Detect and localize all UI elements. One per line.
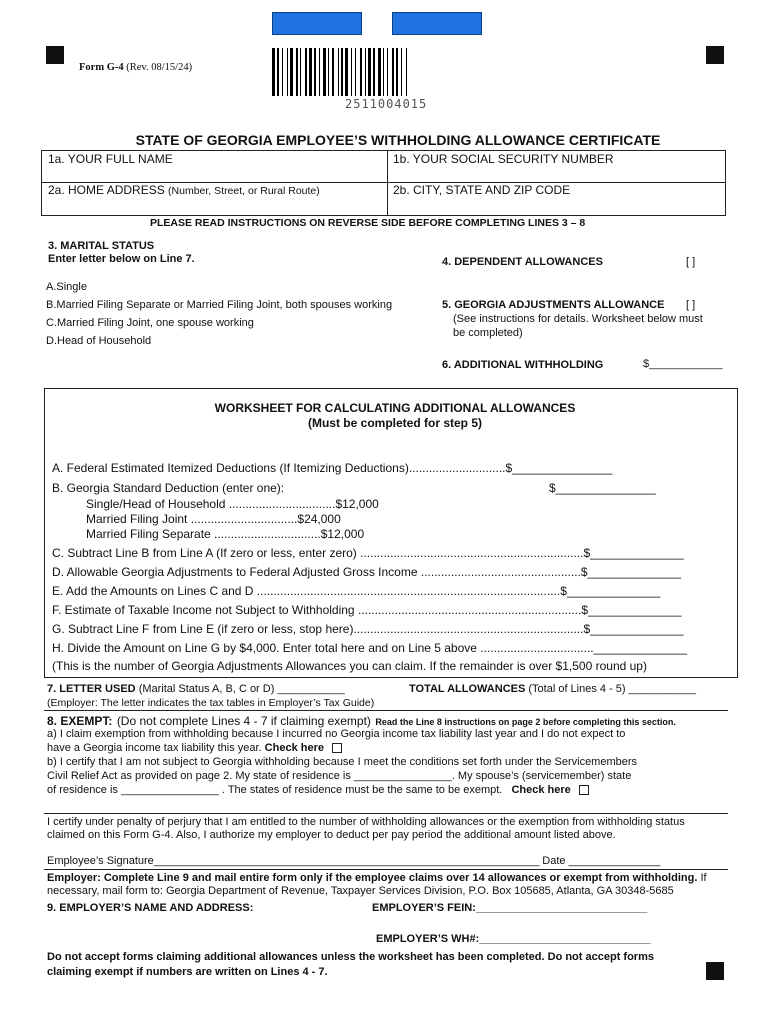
form-revision: (Rev. 08/15/24) — [126, 62, 193, 73]
marital-option-c: C.Married Filing Joint, one spouse working — [46, 317, 254, 329]
marital-options — [46, 278, 392, 350]
worksheet-line-b: B. Georgia Standard Deduction (enter one): — [52, 481, 285, 495]
worksheet-line-e[interactable]: E. Add the Amounts on Lines C and D ...........................................................................................$______________ — [52, 584, 661, 598]
exempt-a-line-1: a) I claim exemption from withholding because I incurred no Georgia income tax liability last year and I do not expect to — [47, 728, 626, 740]
home-address-hint: (Number, Street, or Rural Route) — [168, 185, 320, 197]
worksheet-line-b-input[interactable]: $_______________ — [549, 481, 656, 495]
barcode-bar — [341, 48, 343, 96]
worksheet-line-h-note: (This is the number of Georgia Adjustments Allowances you can claim. If the remainder is over $1,500 round up) — [52, 659, 647, 673]
letter-used-note: (Employer: The letter indicates the tax tables in Employer’s Tax Guide) — [47, 697, 375, 709]
final-warning-1: Do not accept forms claiming additional allowances unless the worksheet has been completed. Do not accept forms — [47, 951, 654, 963]
barcode-bar — [319, 48, 320, 96]
exempt-small-note: Read the Line 8 instructions on page 2 before completing this section. — [375, 717, 676, 727]
additional-withholding-label: 6. ADDITIONAL WITHHOLDING — [442, 359, 604, 371]
worksheet-title: WORKSHEET FOR CALCULATING ADDITIONAL ALLOWANCES — [214, 401, 576, 415]
letter-used-hint: (Marital Status A, B, C or D) ___________ — [138, 683, 345, 695]
additional-withholding-input[interactable]: $____________ — [643, 358, 723, 370]
home-address-label: 2a. HOME ADDRESS — [48, 183, 165, 197]
exempt-a-checkbox[interactable] — [332, 743, 342, 753]
marital-option-b: B.Married Filing Separate or Married Filing Joint, both spouses working — [46, 299, 393, 311]
dependent-allowances-label: 4. DEPENDENT ALLOWANCES — [442, 256, 603, 268]
marital-status-title: 3. MARITAL STATUS — [48, 240, 155, 252]
exempt-b-checkbox[interactable] — [579, 785, 589, 795]
barcode-bar — [373, 48, 375, 96]
barcode-bar — [396, 48, 398, 96]
barcode-bar — [365, 48, 366, 96]
exempt-hint: (Do not complete Lines 4 - 7 if claiming exempt) — [116, 714, 371, 728]
instructions-line: PLEASE READ INSTRUCTIONS ON REVERSE SIDE BEFORE COMPLETING LINES 3 – 8 — [150, 217, 586, 229]
barcode-bar — [360, 48, 362, 96]
barcode-bar — [296, 48, 298, 96]
barcode-bar — [328, 48, 329, 96]
employer-wh-field[interactable]: EMPLOYER’S WH#:____________________________ — [376, 933, 651, 945]
barcode-bar — [401, 48, 402, 96]
adjustments-allowance-input[interactable]: [ ] — [686, 299, 696, 311]
registration-mark-top-left — [46, 46, 64, 64]
exempt-b-line-3[interactable]: of residence is ________________ . The states of residence must be the same to be exempt. Check here — [47, 784, 589, 796]
employer-note-2: necessary, mail form to: Georgia Department of Revenue, Taxpayer Services Division, P.O. Box 105685, Atlanta, GA 30348-5685 — [47, 885, 674, 897]
employee-signature-field[interactable]: Employee’s Signature_______________________________________________________________ Date _______________ — [47, 855, 661, 867]
letter-used-label: 7. LETTER USED — [47, 683, 136, 695]
divider-certify — [44, 813, 728, 814]
exempt-a-check-label: Check here — [264, 742, 324, 754]
barcode-bar — [387, 48, 388, 96]
total-allowances-label: TOTAL ALLOWANCES — [409, 683, 526, 695]
std-deduction-separate: Married Filing Separate ................................$12,000 — [86, 527, 365, 541]
adjustments-note-1: (See instructions for details. Worksheet below must — [453, 313, 703, 325]
employer-note-1: Employer: Complete Line 9 and mail entire form only if the employee claims over 14 allowances or exempt from withholding. If — [47, 872, 707, 884]
worksheet-line-d[interactable]: D. Allowable Georgia Adjustments to Federal Adjusted Gross Income ................................................$______________ — [52, 565, 681, 579]
worksheet-line-c[interactable]: C. Subtract Line B from Line A (If zero or less, enter zero) ...................................................................$______________ — [52, 546, 684, 560]
exempt-b-check-label: Check here — [511, 784, 571, 796]
barcode-bar — [378, 48, 381, 96]
barcode-bar — [277, 48, 279, 96]
marital-option-d: D.Head of Household — [46, 335, 152, 347]
barcode-bar — [282, 48, 283, 96]
city-state-zip-field[interactable]: 2b. CITY, STATE AND ZIP CODE — [393, 183, 571, 197]
barcode-bar — [309, 48, 312, 96]
total-allowances-hint: (Total of Lines 4 - 5) ___________ — [528, 683, 696, 695]
certify-text-2: claimed on this Form G-4. Also, I authorize my employer to deduct per pay period the additional amount listed above. — [47, 829, 616, 841]
form-number: Form G-4 — [79, 62, 124, 73]
exempt-label: 8. EXEMPT: — [47, 714, 113, 728]
worksheet-line-g[interactable]: G. Subtract Line F from Line E (if zero or less, stop here).....................................................................$______________ — [52, 622, 684, 636]
barcode — [272, 48, 494, 96]
exempt-a-line-2: have a Georgia income tax liability this year. Check here — [47, 742, 342, 754]
barcode-bar — [305, 48, 307, 96]
barcode-bar — [338, 48, 339, 96]
std-deduction-single: Single/Head of Household ................................$12,000 — [86, 497, 379, 511]
barcode-bar — [332, 48, 334, 96]
barcode-bar — [351, 48, 352, 96]
barcode-bar — [272, 48, 275, 96]
top-right-blue-button[interactable] — [392, 12, 482, 35]
registration-mark-top-right — [706, 46, 724, 64]
top-left-blue-button[interactable] — [272, 12, 362, 35]
adjustments-allowance-label: 5. GEORGIA ADJUSTMENTS ALLOWANCE — [442, 299, 665, 311]
exempt-b-line-1: b) I certify that I am not subject to Georgia withholding because I meet the conditions set forth under the Servicemembers — [47, 756, 638, 768]
employer-name-label[interactable]: 9. EMPLOYER’S NAME AND ADDRESS: — [47, 902, 254, 914]
barcode-bar — [383, 48, 384, 96]
barcode-bar — [345, 48, 348, 96]
exempt-b-line-2[interactable]: Civil Relief Act as provided on page 2. My state of residence is ________________. My spouse’s (servicemember) state — [47, 770, 632, 782]
worksheet-line-a[interactable]: A. Federal Estimated Itemized Deductions (If Itemizing Deductions).............................$_______________ — [52, 461, 613, 475]
letter-used-row[interactable] — [47, 683, 345, 695]
ssn-field[interactable]: 1b. YOUR SOCIAL SECURITY NUMBER — [393, 152, 614, 166]
barcode-bar — [406, 48, 407, 96]
barcode-number: 2511004015 — [345, 97, 428, 111]
registration-mark-bottom-right — [706, 962, 724, 980]
employer-fein-field[interactable]: EMPLOYER’S FEIN:____________________________ — [372, 902, 648, 914]
barcode-bar — [355, 48, 356, 96]
certify-text-1: I certify under penalty of perjury that I am entitled to the number of withholding allowances or the exemption from withholding status — [47, 816, 685, 828]
form-id — [79, 62, 192, 73]
worksheet-line-h[interactable]: H. Divide the Amount on Line G by $4,000. Enter total here and on Line 5 above ..................................______________ — [52, 641, 688, 655]
page-title: STATE OF GEORGIA EMPLOYEE’S WITHHOLDING ALLOWANCE CERTIFICATE — [135, 132, 661, 148]
divider-line-8 — [44, 710, 728, 711]
divider-employer — [44, 869, 728, 870]
full-name-field[interactable]: 1a. YOUR FULL NAME — [48, 152, 173, 166]
marital-status-subtitle: Enter letter below on Line 7. — [48, 253, 195, 265]
worksheet-subtitle: (Must be completed for step 5) — [307, 416, 483, 430]
adjustments-note-2: be completed) — [453, 327, 523, 339]
barcode-bar — [368, 48, 371, 96]
personal-info-table — [41, 150, 726, 216]
total-allowances-row[interactable] — [409, 683, 696, 695]
barcode-bar — [287, 48, 288, 96]
home-address-field[interactable] — [48, 183, 320, 197]
marital-option-a: A.Single — [46, 281, 87, 293]
barcode-bar — [314, 48, 316, 96]
worksheet-line-f[interactable]: F. Estimate of Taxable Income not Subject to Withholding ...................................................................$______________ — [52, 603, 682, 617]
std-deduction-joint: Married Filing Joint ................................$24,000 — [86, 512, 341, 526]
final-warning-2: claiming exempt if numbers are written on Lines 4 - 7. — [47, 966, 328, 978]
dependent-allowances-input[interactable]: [ ] — [686, 256, 696, 268]
barcode-bar — [300, 48, 301, 96]
barcode-bar — [392, 48, 394, 96]
barcode-bar — [323, 48, 326, 96]
barcode-bar — [290, 48, 293, 96]
